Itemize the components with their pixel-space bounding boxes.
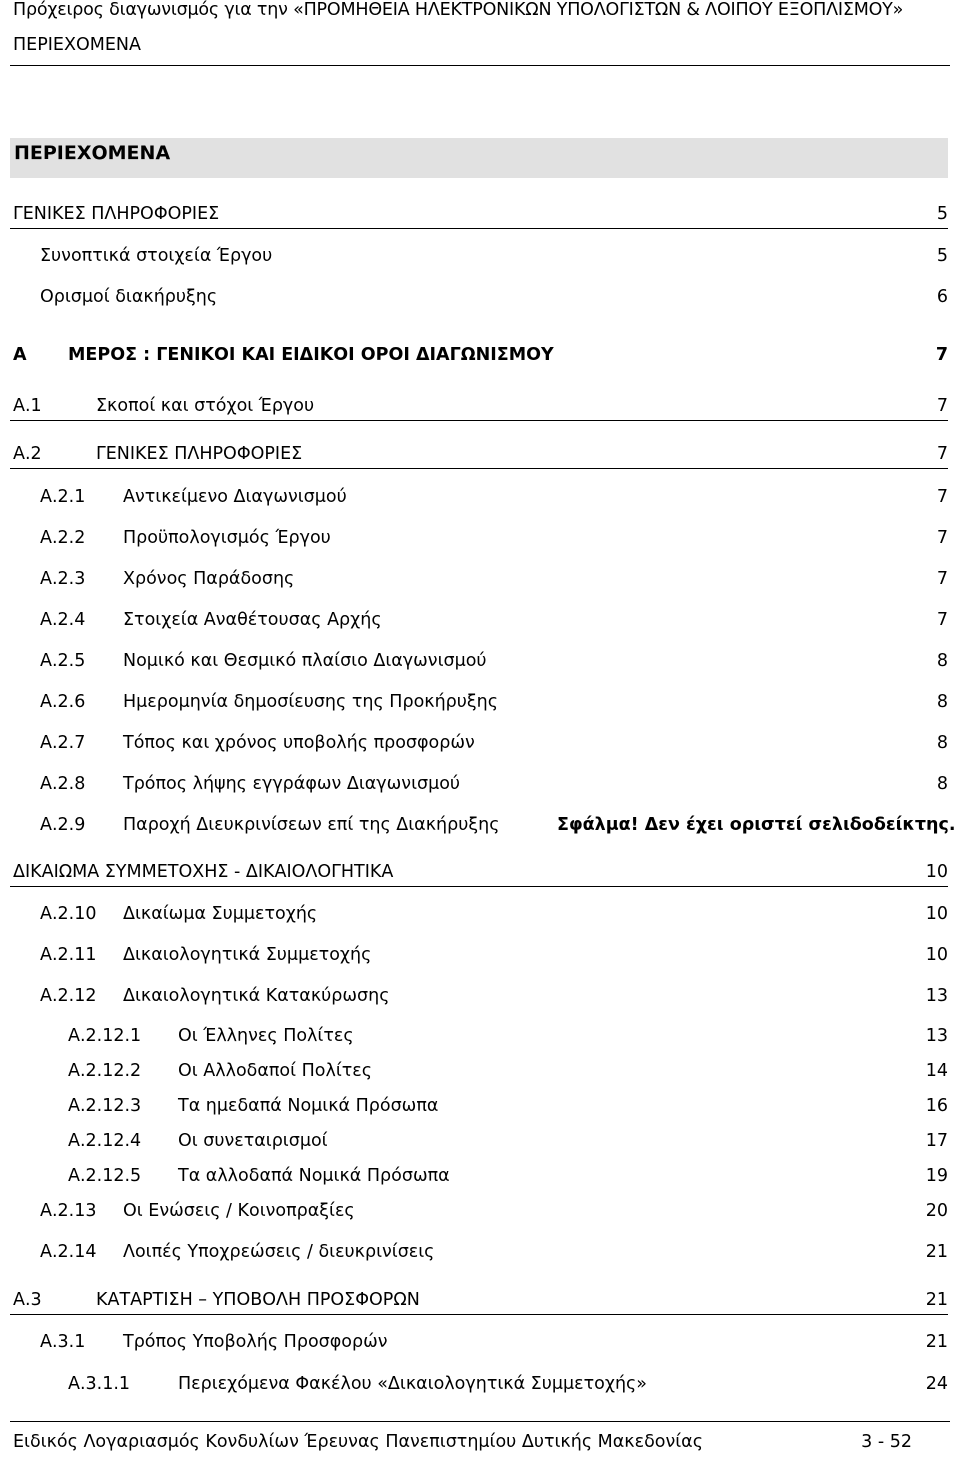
toc-entry-title: Τόπος και χρόνος υποβολής προσφορών	[123, 733, 475, 753]
toc-entry-page: 21	[925, 1242, 948, 1262]
toc-entry-title: Οι Ενώσεις / Κοινοπραξίες	[123, 1201, 355, 1221]
toc-entry[interactable]	[10, 444, 948, 469]
toc-entry-number: Α.2.12.2	[68, 1061, 142, 1081]
toc-entry[interactable]	[10, 904, 948, 930]
toc-entry[interactable]	[10, 774, 948, 800]
toc-entry-page: 6	[936, 287, 948, 307]
toc-entry-title: Τα ημεδαπά Νομικά Πρόσωπα	[178, 1096, 439, 1116]
toc-entry-number: Α.2.10	[40, 904, 97, 924]
toc-entry-page: 8	[936, 651, 948, 671]
toc-entry-number: Α.2.12.1	[68, 1026, 142, 1046]
toc-entry[interactable]	[10, 1242, 948, 1268]
toc-entry-number: Α.3.1	[40, 1332, 86, 1352]
toc-entry-number: Α.2.11	[40, 945, 97, 965]
toc-entry[interactable]	[10, 528, 948, 554]
toc-entry[interactable]	[10, 1131, 948, 1157]
toc-entry-title: Δικαιολογητικά Συμμετοχής	[123, 945, 372, 965]
toc-entry-title: Δικαιολογητικά Κατακύρωσης	[123, 986, 390, 1006]
toc-entry-title: Περιεχόμενα Φακέλου «Δικαιολογητικά Συμμετοχής»	[178, 1374, 648, 1394]
footer-organization: Ειδικός Λογαριασμός Κονδυλίων Έρευνας Πανεπιστημίου Δυτικής Μακεδονίας	[13, 1432, 703, 1452]
toc-entry-number: Α.3	[13, 1290, 42, 1310]
toc-entry-number: Α.2.12.3	[68, 1096, 142, 1116]
toc-entry-title: ΔΙΚΑΙΩΜΑ ΣΥΜΜΕΤΟΧΗΣ - ΔΙΚΑΙΟΛΟΓΗΤΙΚΑ	[13, 862, 394, 882]
toc-entry[interactable]	[10, 610, 948, 636]
toc-entry[interactable]	[10, 396, 948, 421]
toc-entry-title: ΓΕΝΙΚΕΣ ΠΛΗΡΟΦΟΡΙΕΣ	[13, 204, 220, 224]
toc-entry-page: 13	[925, 986, 948, 1006]
toc-entry-page: 7	[936, 610, 948, 630]
toc-entry-number: Α.2.5	[40, 651, 86, 671]
footer-divider	[10, 1421, 950, 1422]
toc-entry-page: 10	[925, 945, 948, 965]
toc-entry-page: 20	[925, 1201, 948, 1221]
toc-entry-number: Α.2.13	[40, 1201, 97, 1221]
toc-entry-title: Προϋπολογισμός Έργου	[123, 528, 331, 548]
toc-entry[interactable]	[10, 1061, 948, 1087]
document-title: Πρόχειρος διαγωνισμός για την «ΠΡΟΜΗΘΕΙΑ ΗΛΕΚΤΡΟΝΙΚΩΝ ΥΠΟΛΟΓΙΣΤΩΝ & ΛΟΙΠΟΥ ΕΞΟΠΛΙΣΜΟΥ»	[13, 0, 904, 20]
toc-entry-page: 5	[936, 204, 948, 224]
toc-entry[interactable]	[10, 287, 948, 313]
bookmark-error-message: Σφάλμα! Δεν έχει οριστεί σελιδοδείκτης.	[557, 815, 956, 835]
toc-entry-page: 13	[925, 1026, 948, 1046]
toc-entry-title: ΜΕΡΟΣ : ΓΕΝΙΚΟΙ ΚΑΙ ΕΙΔΙΚΟΙ ΟΡΟΙ ΔΙΑΓΩΝΙΣΜΟΥ	[68, 345, 554, 365]
toc-entry-title: Αντικείμενο Διαγωνισμού	[123, 487, 347, 507]
toc-entry-title: ΓΕΝΙΚΕΣ ΠΛΗΡΟΦΟΡΙΕΣ	[96, 444, 303, 464]
toc-entry-page: 16	[925, 1096, 948, 1116]
toc-entry[interactable]	[10, 651, 948, 677]
toc-entry[interactable]	[10, 692, 948, 718]
toc-entry[interactable]	[10, 1332, 948, 1358]
toc-entry-page: 19	[925, 1166, 948, 1186]
toc-entry-number: Α.2.12	[40, 986, 97, 1006]
toc-entry-title: Οι Αλλοδαποί Πολίτες	[178, 1061, 373, 1081]
toc-entry-page: 7	[936, 487, 948, 507]
toc-entry[interactable]	[10, 1096, 948, 1122]
toc-entry-page: 8	[936, 692, 948, 712]
toc-entry-title: Λοιπές Υποχρεώσεις / διευκρινίσεις	[123, 1242, 435, 1262]
toc-entry-number: Α.2.12.4	[68, 1131, 142, 1151]
toc-entry-title: Στοιχεία Αναθέτουσας Αρχής	[123, 610, 382, 630]
toc-entry-page: 24	[925, 1374, 948, 1394]
toc-entry-number: Α.2	[13, 444, 42, 464]
toc-entry-page: 7	[936, 569, 948, 589]
toc-entry-title: Παροχή Διευκρινίσεων επί της Διακήρυξης	[123, 815, 500, 835]
toc-entry[interactable]	[10, 1166, 948, 1192]
toc-entry[interactable]	[10, 487, 948, 513]
header-divider	[10, 65, 950, 66]
toc-entry-page: 14	[925, 1061, 948, 1081]
toc-entry-title: Συνοπτικά στοιχεία Έργου	[40, 246, 273, 266]
toc-entry[interactable]	[10, 945, 948, 971]
toc-entry-page: 21	[925, 1290, 948, 1310]
toc-entry[interactable]	[10, 1201, 948, 1227]
toc-entry-number: Α.2.7	[40, 733, 86, 753]
toc-entry-page: 7	[936, 396, 948, 416]
toc-entry[interactable]	[10, 1026, 948, 1052]
toc-entry-number: Α.2.1	[40, 487, 86, 507]
toc-entry-page: 7	[936, 528, 948, 548]
toc-entry-title: Οι συνεταιρισμοί	[178, 1131, 328, 1151]
toc-entry-number: Α.3.1.1	[68, 1374, 131, 1394]
toc-entry-number: Α.2.9	[40, 815, 86, 835]
toc-entry-title: Σκοποί και στόχοι Έργου	[96, 396, 315, 416]
toc-entry[interactable]	[10, 733, 948, 759]
toc-entry-title: Νομικό και Θεσμικό πλαίσιο Διαγωνισμού	[123, 651, 487, 671]
toc-entry-title: Χρόνος Παράδοσης	[123, 569, 295, 589]
toc-entry-page: 8	[936, 774, 948, 794]
toc-entry[interactable]	[10, 862, 948, 887]
toc-entry-title: ΚΑΤΑΡΤΙΣΗ – ΥΠΟΒΟΛΗ ΠΡΟΣΦΟΡΩΝ	[96, 1290, 420, 1310]
toc-entry-number: Α.2.14	[40, 1242, 97, 1262]
toc-entry-number: Α.2.6	[40, 692, 86, 712]
toc-entry[interactable]	[10, 345, 948, 371]
toc-entry-number: Α	[13, 345, 27, 365]
toc-entry-page: 8	[936, 733, 948, 753]
toc-entry[interactable]	[10, 1290, 948, 1315]
toc-entry-title: Τα αλλοδαπά Νομικά Πρόσωπα	[178, 1166, 450, 1186]
toc-entry-number: Α.2.12.5	[68, 1166, 142, 1186]
toc-entry-title: Οι Έλληνες Πολίτες	[178, 1026, 354, 1046]
toc-entry-number: Α.2.4	[40, 610, 86, 630]
toc-entry-page: 10	[925, 862, 948, 882]
toc-entry-page: 5	[936, 246, 948, 266]
footer-page-number: 3 - 52	[861, 1432, 912, 1452]
page-header	[0, 0, 960, 72]
toc-entry-number: Α.2.2	[40, 528, 86, 548]
toc-entry-title: Τρόπος λήψης εγγράφων Διαγωνισμού	[123, 774, 461, 794]
toc-entry-page: 17	[925, 1131, 948, 1151]
toc-entry-number: Α.2.8	[40, 774, 86, 794]
toc-entry-page: 7	[935, 345, 948, 365]
toc-entry-number: Α.2.3	[40, 569, 86, 589]
toc-entry-title: Δικαίωμα Συμμετοχής	[123, 904, 318, 924]
toc-entry[interactable]	[10, 986, 948, 1012]
toc-entry[interactable]	[10, 204, 948, 229]
toc-entry[interactable]	[10, 246, 948, 272]
toc-entry-page: 21	[925, 1332, 948, 1352]
toc-entry-title: Τρόπος Υποβολής Προσφορών	[123, 1332, 388, 1352]
toc-entry-title: Ημερομηνία δημοσίευσης της Προκήρυξης	[123, 692, 499, 712]
toc-entry-page: 10	[925, 904, 948, 924]
toc-entry[interactable]	[10, 1374, 948, 1400]
toc-heading: ΠΕΡΙΕΧΟΜΕΝΑ	[14, 142, 171, 164]
toc-heading-band	[10, 138, 948, 178]
toc-entry-number: Α.1	[13, 396, 42, 416]
toc-entry-page: 7	[936, 444, 948, 464]
toc-entry[interactable]	[10, 815, 956, 841]
toc-entry-title: Ορισμοί διακήρυξης	[40, 287, 218, 307]
toc-entry[interactable]	[10, 569, 948, 595]
header-section-label: ΠΕΡΙΕΧΟΜΕΝΑ	[13, 35, 141, 55]
